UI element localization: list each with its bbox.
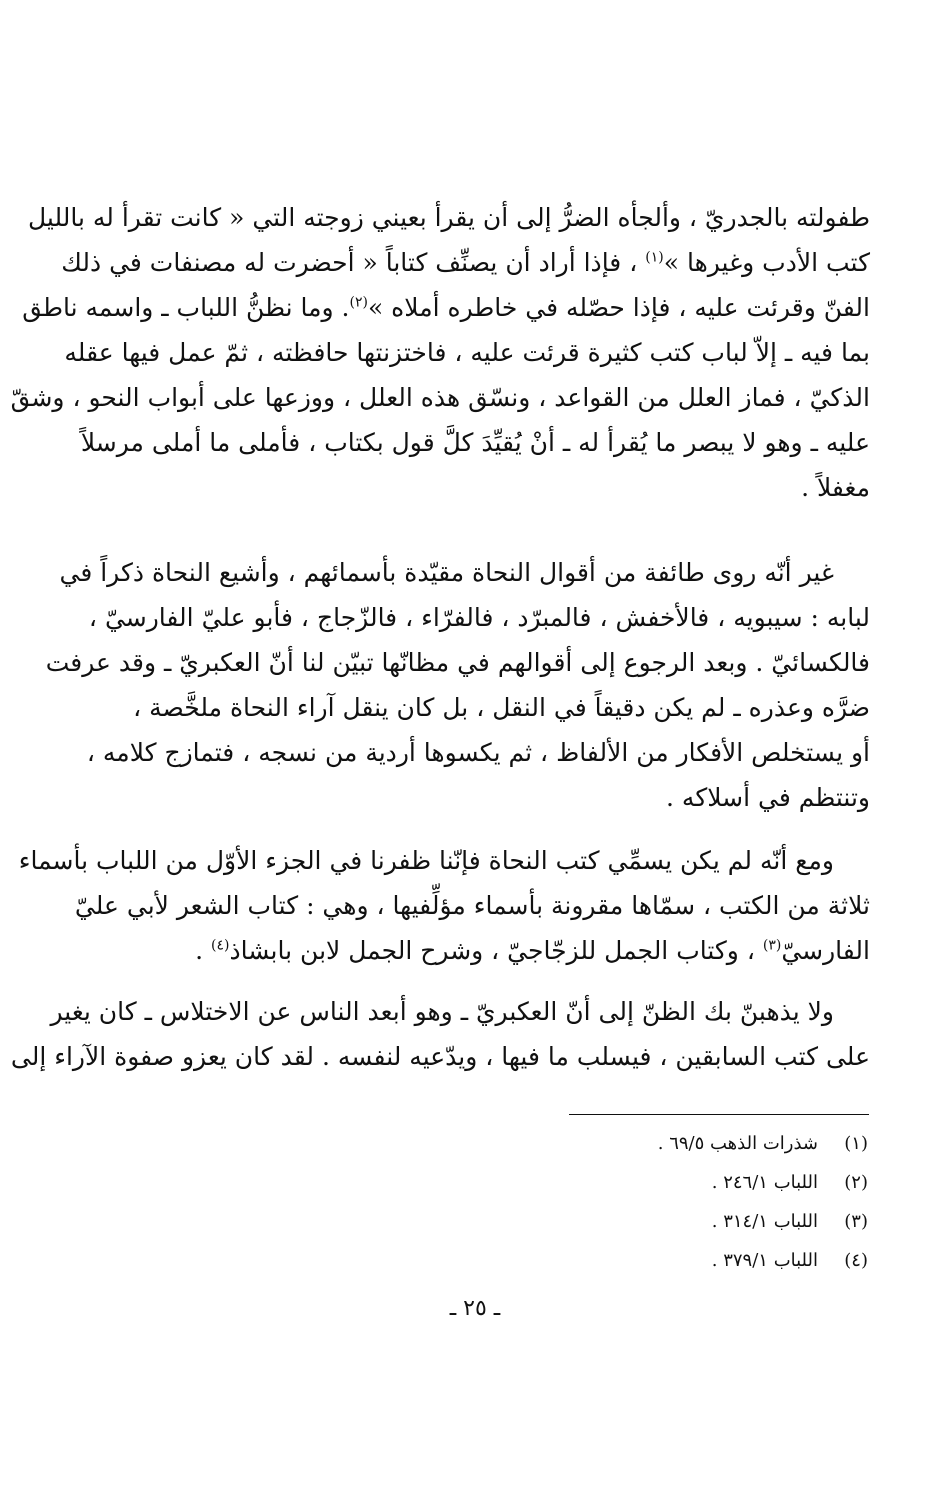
text-line: ومع أنّه لم يكن يسمِّي كتب النحاة فإنّنا ظفرنا في الجزء الأوّل من اللباب بأسماء (18, 846, 834, 875)
footnote-number: (٢) (844, 1172, 868, 1193)
text-line (22, 285, 870, 330)
text-line: ضرَّه وعذره ـ لم يكن دقيقاً في النقل ، بل كان ينقل آراء النحاة ملخَّصة ، (133, 693, 870, 722)
text-line: مغفلاً . (801, 473, 870, 502)
footnote-text: اللباب ٣١٤/١ . (711, 1211, 818, 1232)
footnote-item (368, 1202, 868, 1241)
text-line: عليه ـ وهو لا يبصر ما يُقرأ له ـ أنْ يُقيِّدَ كلَّ قول بكتاب ، فأملى ما أملى مرسلاً (80, 428, 870, 457)
footnote-ref[interactable]: (٣) (762, 937, 782, 954)
text-line (61, 240, 870, 285)
footnote-text: اللباب ٣٧٩/١ . (711, 1250, 818, 1271)
footnote-number: (٤) (844, 1250, 868, 1271)
footnote-text: شذرات الذهب ٦٩/٥ . (657, 1133, 818, 1154)
footnote-divider (569, 1114, 869, 1115)
footnote-ref[interactable]: (١) (645, 249, 664, 266)
text-line: وتنتظم في أسلاكه . (666, 783, 870, 812)
page-number: ـ ٢٥ ـ (449, 1296, 501, 1321)
text-line (118, 928, 870, 973)
footnote-item (368, 1241, 868, 1280)
text-line: أو يستخلص الأفكار من الألفاظ ، ثم يكسوها أردية من نسجه ، فتمازج كلامه ، (86, 738, 870, 767)
text-fragment: الفارسيّ (781, 936, 870, 965)
text-line: غير أنّه روى طائفة من أقوال النحاة مقيّدة بأسمائهم ، وأشيع النحاة ذكراً في (59, 558, 834, 587)
text-line: ولا يذهبنّ بك الظنّ إلى أنّ العكبريّ ـ وهو أبعد الناس عن الاختلاس ـ كان يغير (50, 997, 834, 1026)
text-fragment: كتب الأدب وغيرها » (663, 248, 870, 277)
text-line: فالكسائيّ . وبعد الرجوع إلى أقوالهم في مظانّها تبيّن لنا أنّ العكبريّ ـ وقد عرفت (45, 648, 870, 677)
footnote-text: اللباب ٢٤٦/١ . (711, 1172, 818, 1193)
paragraph-2 (45, 550, 870, 820)
paragraph-1 (10, 195, 870, 510)
text-line: على كتب السابقين ، فيسلب ما فيها ، ويدّعيه لنفسه . لقد كان يعزو صفوة الآراء إلى (10, 1042, 870, 1071)
text-line: طفولته بالجدريّ ، وألجأه الضرُّ إلى أن يقرأ بعيني زوجته التي « كانت تقرأ له بالليل (27, 203, 870, 232)
text-line: ثلاثة من الكتب ، سمّاها مقرونة بأسماء مؤلِّفيها ، وهي : كتاب الشعر لأبي عليّ (74, 891, 870, 920)
text-fragment: ، وكتاب الجمل للزجّاجيّ ، وشرح الجمل لابن بابشاذ (229, 936, 755, 965)
text-fragment: . وما نظنُّ اللباب ـ واسمه ناطق (22, 293, 350, 322)
footnote-ref[interactable]: (٤) (211, 937, 230, 954)
footnotes (368, 1124, 868, 1280)
footnote-number: (٣) (844, 1211, 868, 1232)
text-line: لبابه : سيبويه ، فالأخفش ، فالمبرّد ، فالفرّاء ، فالزّجاج ، فأبو عليّ الفارسيّ ، (88, 603, 870, 632)
footnote-number: (١) (844, 1133, 868, 1154)
text-line: بما فيه ـ إلاّ لباب كتب كثيرة قرئت عليه ، فاختزنتها حافظته ، ثمّ عمل فيها عقله (64, 338, 870, 367)
text-fragment: ، فإذا أراد أن يصنِّف كتاباً « أحضرت له مصنفات في ذلك (61, 248, 638, 277)
text-line: الذكيّ ، فماز العلل من القواعد ، ونسّق هذه العلل ، ووزعها على أبواب النحو ، وشقّ (10, 383, 870, 412)
text-fragment: الفنّ وقرئت عليه ، فإذا حصّله في خاطره أملاه » (367, 293, 870, 322)
paragraph-4 (10, 989, 870, 1079)
footnote-ref[interactable]: (٢) (349, 294, 368, 311)
footnote-item (368, 1163, 868, 1202)
footnote-item (368, 1124, 868, 1163)
text-fragment: . (195, 936, 204, 965)
paragraph-3 (18, 838, 870, 973)
